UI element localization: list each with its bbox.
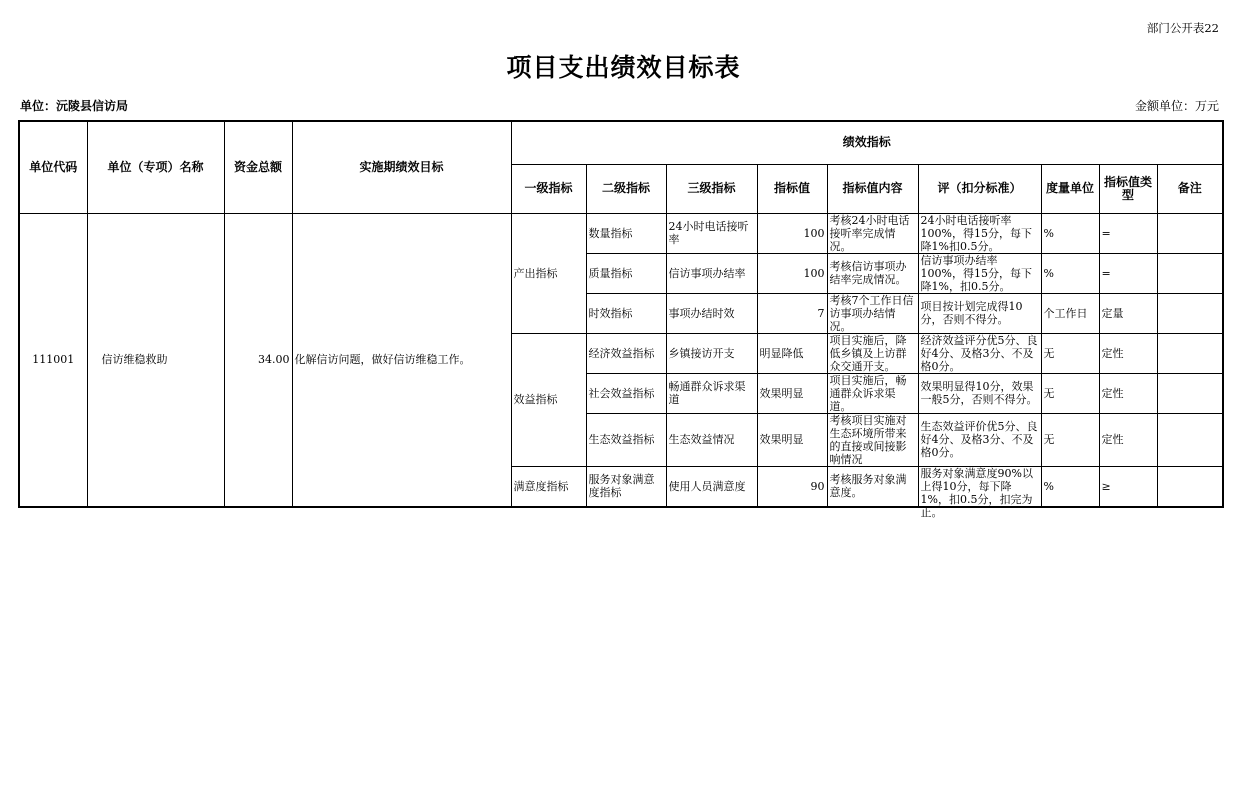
project-goal: 化解信访问题，做好信访维稳工作。 bbox=[292, 213, 511, 507]
row-unit: 个工作日 bbox=[1041, 293, 1099, 333]
header-score: 评（扣分标准） bbox=[918, 164, 1041, 213]
project-code: 111001 bbox=[19, 213, 87, 507]
row-content: 考核项目实施对生态环境所带来的直接或间接影响情况 bbox=[827, 413, 918, 466]
row-unit: % bbox=[1041, 213, 1099, 253]
row-unit: 无 bbox=[1041, 413, 1099, 466]
row-remark bbox=[1157, 413, 1223, 466]
page-title: 项目支出绩效目标表 bbox=[506, 53, 741, 82]
header-row-1 bbox=[19, 121, 1223, 164]
row-type: = bbox=[1099, 253, 1157, 293]
header-indicators: 绩效指标 bbox=[511, 121, 1223, 164]
row-content: 考核24小时电话接听率完成情况。 bbox=[827, 213, 918, 253]
header-value: 指标值 bbox=[757, 164, 827, 213]
row-content: 项目实施后，降低乡镇及上访群众交通开支。 bbox=[827, 333, 918, 373]
row-value: 100 bbox=[757, 213, 827, 253]
currency-unit-label: 金额单位：万元 bbox=[1134, 99, 1219, 113]
table-row bbox=[19, 213, 1223, 253]
row-content: 考核信访事项办结率完成情况。 bbox=[827, 253, 918, 293]
form-number-label: 部门公开表22 bbox=[1146, 21, 1219, 35]
header-value-type: 指标值类型 bbox=[1099, 164, 1157, 213]
row-content: 考核服务对象满意度。 bbox=[827, 466, 918, 507]
row-value: 90 bbox=[757, 466, 827, 507]
header-fund-total: 资金总额 bbox=[224, 121, 292, 213]
row-level2: 生态效益指标 bbox=[586, 413, 666, 466]
row-level2: 经济效益指标 bbox=[586, 333, 666, 373]
row-level2: 社会效益指标 bbox=[586, 373, 666, 413]
header-value-content: 指标值内容 bbox=[827, 164, 918, 213]
row-level3: 畅通群众诉求渠道 bbox=[666, 373, 757, 413]
row-score: 经济效益评分优5分、良好4分、及格3分、不及格0分。 bbox=[918, 333, 1041, 373]
header-unit-code: 单位代码 bbox=[19, 121, 87, 213]
header-level1: 一级指标 bbox=[511, 164, 586, 213]
row-remark bbox=[1157, 293, 1223, 333]
row-score: 效果明显得10分，效果一般5分，否则不得分。 bbox=[918, 373, 1041, 413]
row-level2: 服务对象满意度指标 bbox=[586, 466, 666, 507]
row-remark bbox=[1157, 333, 1223, 373]
header-level3: 三级指标 bbox=[666, 164, 757, 213]
row-remark bbox=[1157, 466, 1223, 507]
project-fund: 34.00 bbox=[224, 213, 292, 507]
row-unit: 无 bbox=[1041, 333, 1099, 373]
row-level3: 事项办结时效 bbox=[666, 293, 757, 333]
project-name: 信访维稳救助 bbox=[87, 213, 224, 507]
row-type: 定性 bbox=[1099, 373, 1157, 413]
row-type: 定性 bbox=[1099, 333, 1157, 373]
header-measure-unit: 度量单位 bbox=[1041, 164, 1099, 213]
level1-satisfaction: 满意度指标 bbox=[511, 466, 586, 507]
row-unit: % bbox=[1041, 466, 1099, 507]
row-unit: 无 bbox=[1041, 373, 1099, 413]
row-type: 定性 bbox=[1099, 413, 1157, 466]
row-value: 效果明显 bbox=[757, 373, 827, 413]
row-type: ≥ bbox=[1099, 466, 1157, 507]
header-unit-name: 单位（专项）名称 bbox=[87, 121, 224, 213]
row-level2: 数量指标 bbox=[586, 213, 666, 253]
row-remark bbox=[1157, 373, 1223, 413]
row-score: 24小时电话接听率100%，得15分，每下降1%扣0.5分。 bbox=[918, 213, 1041, 253]
header-remark: 备注 bbox=[1157, 164, 1223, 213]
row-remark bbox=[1157, 213, 1223, 253]
row-level3: 乡镇接访开支 bbox=[666, 333, 757, 373]
row-value: 效果明显 bbox=[757, 413, 827, 466]
header-level2: 二级指标 bbox=[586, 164, 666, 213]
row-level3: 使用人员满意度 bbox=[666, 466, 757, 507]
unit-label: 单位：沅陵县信访局 bbox=[20, 99, 129, 113]
row-value: 100 bbox=[757, 253, 827, 293]
row-level3: 信访事项办结率 bbox=[666, 253, 757, 293]
level1-output: 产出指标 bbox=[511, 213, 586, 333]
row-value: 7 bbox=[757, 293, 827, 333]
row-type: 定量 bbox=[1099, 293, 1157, 333]
row-level3: 生态效益情况 bbox=[666, 413, 757, 466]
row-score: 服务对象满意度90%以上得10分，每下降1%，扣0.5分，扣完为止。 bbox=[918, 466, 1041, 507]
row-level2: 时效指标 bbox=[586, 293, 666, 333]
row-content: 项目实施后，畅通群众诉求渠道。 bbox=[827, 373, 918, 413]
performance-table bbox=[18, 120, 1224, 519]
row-unit: % bbox=[1041, 253, 1099, 293]
row-score: 项目按计划完成得10分，否则不得分。 bbox=[918, 293, 1041, 333]
row-score: 生态效益评价优5分、良好4分、及格3分、不及格0分。 bbox=[918, 413, 1041, 466]
row-value: 明显降低 bbox=[757, 333, 827, 373]
row-score: 信访事项办结率100%，得15分，每下降1%，扣0.5分。 bbox=[918, 253, 1041, 293]
row-remark bbox=[1157, 253, 1223, 293]
header-goal: 实施期绩效目标 bbox=[292, 121, 511, 213]
row-content: 考核7个工作日信访事项办结情况。 bbox=[827, 293, 918, 333]
level1-benefit: 效益指标 bbox=[511, 333, 586, 466]
row-level2: 质量指标 bbox=[586, 253, 666, 293]
row-level3: 24小时电话接听率 bbox=[666, 213, 757, 253]
row-type: = bbox=[1099, 213, 1157, 253]
